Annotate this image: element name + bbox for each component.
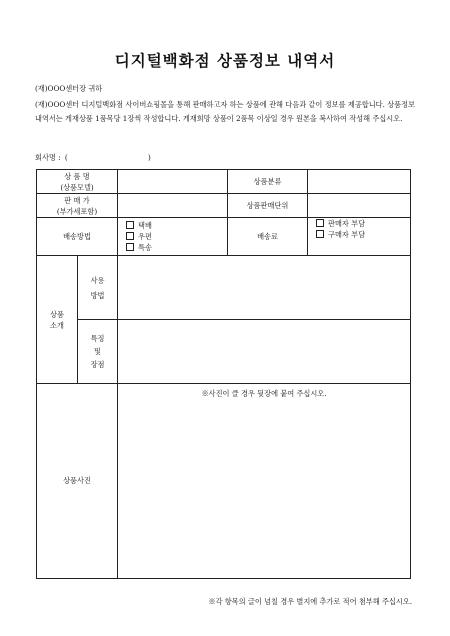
form-row-product-name: [37, 170, 411, 194]
intro-paragraph: (재)OOO센터 디지털백화점 사이버쇼핑몰을 통해 판매하고자 하는 상품에 관해 다음과 같이 정보를 제공합니다. 상품정보 내역서는 게재상품 1품목당 1장씩 작성합니다. 게재희망 상품이 2품목 이상일 경우 원본을 복사하여 작성해 주십시오.: [35, 100, 415, 123]
photo-label: 상품사진: [37, 384, 118, 579]
photo-note: ※사진이 클 경우 뒷장에 붙여 주십시오.: [201, 389, 327, 398]
product-info-form: [36, 169, 411, 579]
company-name-line: [35, 153, 151, 163]
price-field[interactable]: [118, 194, 228, 218]
category-field[interactable]: [308, 170, 411, 194]
price-label: 판 매 가 (부가세포함): [37, 194, 118, 218]
shipping-fee-options: [308, 218, 411, 256]
shipping-option-courier[interactable]: 택배: [126, 220, 227, 231]
usage-label: 사용 방법: [78, 256, 118, 320]
shipping-fee-label: 배송료: [228, 218, 308, 256]
usage-field[interactable]: [118, 256, 411, 320]
form-row-price: [37, 194, 411, 218]
checkbox-icon[interactable]: [126, 221, 134, 229]
shipping-fee-option-buyer[interactable]: 구매자 부담: [316, 229, 410, 240]
form-row-shipping: [37, 218, 411, 256]
photo-field[interactable]: [118, 384, 411, 579]
company-name-label: 회사명 :: [35, 153, 61, 162]
shipping-method-options: [118, 218, 228, 256]
sales-unit-field[interactable]: [308, 194, 411, 218]
features-label: 특징 및 장점: [78, 320, 118, 384]
checkbox-icon[interactable]: [316, 230, 324, 238]
sales-unit-label: 상품판매단위: [228, 194, 308, 218]
checkbox-icon[interactable]: [316, 219, 324, 227]
shipping-option-express[interactable]: 특송: [126, 242, 227, 253]
shipping-option-post[interactable]: 우편: [126, 231, 227, 242]
checkbox-icon[interactable]: [126, 232, 134, 240]
document-title: 디지털백화점 상품정보 내역서: [114, 51, 336, 70]
form-row-features: [37, 320, 411, 384]
features-field[interactable]: [118, 320, 411, 384]
form-row-usage: [37, 256, 411, 320]
shipping-method-label: 배송방법: [37, 218, 118, 256]
product-name-label: 상 품 명 (상품모델): [37, 170, 118, 194]
form-row-photo: [37, 384, 411, 579]
product-name-field[interactable]: [118, 170, 228, 194]
footer-note: ※각 항목의 글이 넘칠 경우 별지에 추가로 적어 첨부해 주십시오.: [208, 597, 412, 606]
product-intro-label: 상품 소개: [37, 256, 78, 384]
shipping-fee-option-seller[interactable]: 판매자 부담: [316, 218, 410, 229]
company-name-close-paren: ): [147, 153, 151, 162]
category-label: 상품분류: [228, 170, 308, 194]
addressee: (재)OOO센터장 귀하: [35, 84, 103, 93]
checkbox-icon[interactable]: [126, 243, 134, 251]
company-name-open-paren: (: [64, 153, 68, 162]
